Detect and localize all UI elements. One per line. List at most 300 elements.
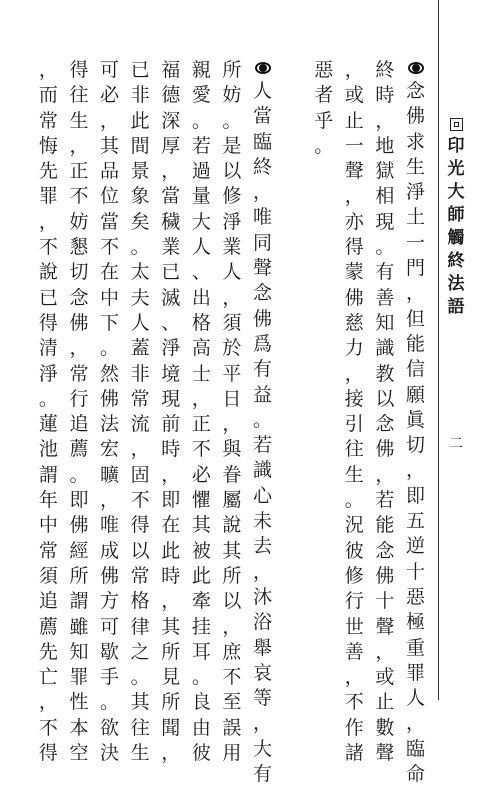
- text-char: 以: [222, 590, 242, 613]
- text-char: ，: [100, 489, 120, 512]
- text-char: 庶: [222, 640, 242, 663]
- circle-bullet-icon: [255, 62, 271, 74]
- text-char: ，: [405, 459, 425, 482]
- text-char: 聞: [161, 716, 181, 739]
- text-char: 欲: [100, 716, 120, 739]
- book-title: [448, 135, 465, 319]
- text-char: ，: [222, 615, 242, 638]
- text-char: 切: [69, 261, 89, 284]
- text-char: 聲: [253, 257, 273, 280]
- text-char: 有: [253, 763, 273, 786]
- text-char: 雖: [69, 615, 89, 638]
- text-char: 所: [161, 640, 181, 663]
- text-char: 善: [344, 640, 364, 663]
- text-char: 不: [100, 236, 120, 259]
- text-char: 人: [253, 80, 273, 102]
- text-char: 其: [100, 134, 120, 157]
- text-char: 其: [130, 691, 150, 714]
- text-char: 中: [100, 286, 120, 309]
- text-char: 哀: [253, 661, 273, 684]
- text-char: 十: [405, 560, 425, 583]
- text-char: 得: [38, 742, 58, 765]
- text-char: 獄: [375, 160, 395, 183]
- text-column: [370, 58, 399, 765]
- text-char: 惡: [314, 59, 334, 81]
- text-char: 終: [375, 59, 395, 81]
- text-char: 被: [191, 539, 211, 562]
- text-char: 。: [253, 408, 273, 431]
- text-char: 心: [253, 484, 273, 507]
- text-char: 益: [253, 383, 273, 406]
- text-char: 見: [161, 666, 181, 689]
- text-char: 彼: [191, 742, 211, 765]
- text-char: 沐: [253, 585, 273, 608]
- text-char: 生: [344, 463, 364, 486]
- text-char: 正: [191, 413, 211, 436]
- text-char: 妨: [69, 210, 89, 233]
- text-char: 佛: [69, 514, 89, 537]
- text-char: 極: [405, 611, 425, 634]
- text-char: 清: [38, 337, 58, 360]
- text-char: 常: [38, 539, 58, 562]
- text-char: 在: [161, 514, 181, 537]
- text-char: 能: [375, 514, 395, 537]
- text-char: 。: [222, 109, 242, 132]
- text-char: 生: [69, 109, 89, 132]
- text-char: 由: [191, 716, 211, 739]
- text-char: 謂: [38, 463, 58, 486]
- text-char: 時: [375, 84, 395, 107]
- text-char: 不: [222, 666, 242, 689]
- text-char: 。: [100, 691, 120, 714]
- text-char: 出: [191, 286, 211, 309]
- text-char: 知: [69, 640, 89, 663]
- text-char: 在: [100, 261, 120, 284]
- text-char: 滅: [161, 286, 181, 309]
- text-char: 慈: [344, 311, 364, 334]
- text-char: 不: [344, 691, 364, 714]
- text-char: 位: [100, 185, 120, 208]
- text-char: 不: [38, 236, 58, 259]
- text-char: 非: [130, 84, 150, 107]
- text-char: 妨: [222, 84, 242, 107]
- text-char: 況: [344, 514, 364, 537]
- text-char: 薦: [69, 438, 89, 461]
- text-char: 力: [344, 337, 364, 360]
- text-char: 聲: [375, 615, 395, 638]
- text-char: 念: [405, 80, 425, 102]
- text-char: 聲: [344, 160, 364, 183]
- text-char: ，: [253, 181, 273, 204]
- text-char: 願: [405, 383, 425, 406]
- text-char: 說: [38, 261, 58, 284]
- text-char: 性: [69, 691, 89, 714]
- text-char: 人: [130, 311, 150, 334]
- text-char: 諸: [344, 742, 364, 765]
- text-char: 惡: [405, 585, 425, 608]
- text-char: 識: [253, 459, 273, 482]
- text-char: ，: [38, 210, 58, 233]
- text-char: 矣: [130, 210, 150, 233]
- text-char: 當: [100, 210, 120, 233]
- text-char: 者: [314, 84, 334, 107]
- text-char: 手: [100, 666, 120, 689]
- text-char: 其: [191, 514, 211, 537]
- text-char: 土: [405, 206, 425, 229]
- text-char: 得: [130, 514, 150, 537]
- text-char: 佛: [253, 307, 273, 330]
- text-char: 格: [191, 311, 211, 334]
- text-char: 一: [344, 134, 364, 157]
- running-header: [444, 118, 468, 453]
- text-char: ，: [253, 560, 273, 583]
- text-char: 已: [38, 286, 58, 309]
- text-column: [156, 58, 185, 765]
- text-char: 蓋: [130, 337, 150, 360]
- text-char: 即: [161, 489, 181, 512]
- text-char: ，: [405, 712, 425, 735]
- text-char: 薦: [38, 615, 58, 638]
- text-char: 非: [130, 362, 150, 385]
- text-char: ，: [69, 337, 89, 360]
- text-char: 量: [191, 185, 211, 208]
- text-char: 懼: [191, 489, 211, 512]
- text-char: ，: [344, 362, 364, 385]
- text-char: 修: [344, 564, 364, 587]
- text-char: 。: [130, 666, 150, 689]
- text-char: 。: [100, 337, 120, 360]
- text-char: 年: [38, 489, 58, 512]
- text-char: 世: [344, 615, 364, 638]
- text-char: 良: [191, 691, 211, 714]
- text-char: ，: [161, 160, 181, 183]
- text-char: 可: [100, 59, 120, 81]
- text-char: 臨: [405, 737, 425, 760]
- text-char: ，: [161, 463, 181, 486]
- text-char: ，: [38, 691, 58, 714]
- text-char: 大: [191, 210, 211, 233]
- text-char: 十: [375, 590, 395, 613]
- text-column: [187, 58, 216, 765]
- text-char: 平: [222, 362, 242, 385]
- text-char: 佛: [100, 387, 120, 410]
- text-char: 。: [344, 489, 364, 512]
- text-char: 罪: [69, 666, 89, 689]
- text-char: 夫: [130, 286, 150, 309]
- text-char: 用: [222, 742, 242, 765]
- text-column: [279, 58, 308, 658]
- text-column: [95, 58, 124, 765]
- text-char: 成: [100, 539, 120, 562]
- text-column: [340, 58, 369, 765]
- text-char: 。: [375, 236, 395, 259]
- text-char: ，: [344, 185, 364, 208]
- text-char: 所: [69, 564, 89, 587]
- text-char: 牽: [191, 590, 211, 613]
- text-char: 止: [375, 691, 395, 714]
- text-char: 蓮: [38, 413, 58, 436]
- text-char: 空: [69, 742, 89, 765]
- title-char: 觸: [447, 228, 465, 248]
- text-char: 日: [222, 387, 242, 410]
- text-char: 宏: [100, 438, 120, 461]
- text-char: 本: [69, 716, 89, 739]
- text-char: 須: [38, 564, 58, 587]
- text-char: 象: [130, 185, 150, 208]
- text-char: 或: [344, 84, 364, 107]
- text-char: 門: [405, 257, 425, 280]
- text-char: 屬: [222, 489, 242, 512]
- text-char: 生: [130, 742, 150, 765]
- text-char: 誤: [222, 716, 242, 739]
- text-char: 佛: [69, 311, 89, 334]
- text-char: 所: [222, 59, 242, 81]
- text-char: 人: [191, 236, 211, 259]
- text-char: 業: [222, 236, 242, 259]
- text-char: ，: [130, 438, 150, 461]
- text-char: 之: [130, 640, 150, 663]
- text-char: 至: [222, 691, 242, 714]
- text-char: ，: [161, 590, 181, 613]
- text-char: 大: [253, 737, 273, 760]
- text-char: 。: [69, 463, 89, 486]
- text-char: 或: [375, 666, 395, 689]
- text-char: 接: [344, 387, 364, 410]
- text-char: 悔: [38, 134, 58, 157]
- text-char: 。: [191, 109, 211, 132]
- text-char: 數: [375, 716, 395, 739]
- text-char: 須: [222, 311, 242, 334]
- text-char: 、: [191, 261, 211, 284]
- text-char: 過: [191, 160, 211, 183]
- text-char: 而: [38, 84, 58, 107]
- text-char: 所: [161, 691, 181, 714]
- text-char: 不: [191, 438, 211, 461]
- title-char: 師: [447, 205, 465, 225]
- text-char: 池: [38, 438, 58, 461]
- text-char: 厚: [161, 134, 181, 157]
- text-char: 眞: [405, 408, 425, 431]
- text-char: 士: [191, 362, 211, 385]
- text-char: 識: [375, 337, 395, 360]
- text-char: 。: [130, 236, 150, 259]
- text-char: ，: [375, 463, 395, 486]
- text-char: ，: [222, 413, 242, 436]
- text-char: ，: [375, 109, 395, 132]
- text-char: 方: [100, 590, 120, 613]
- text-char: 善: [375, 286, 395, 309]
- text-char: 追: [38, 590, 58, 613]
- text-char: 修: [222, 185, 242, 208]
- text-char: 當: [161, 185, 181, 208]
- text-char: 間: [130, 134, 150, 157]
- text-char: 人: [405, 687, 425, 710]
- text-char: 等: [253, 687, 273, 710]
- text-char: 曠: [100, 463, 120, 486]
- text-char: 佛: [375, 564, 395, 587]
- text-char: 去: [253, 535, 273, 558]
- text-char: 流: [130, 413, 150, 436]
- text-char: 終: [253, 155, 273, 178]
- text-char: 引: [344, 413, 364, 436]
- text-column: [309, 58, 338, 658]
- text-char: 先: [38, 160, 58, 183]
- text-char: 德: [161, 84, 181, 107]
- text-char: 五: [405, 510, 425, 533]
- text-char: 同: [253, 231, 273, 254]
- text-char: 即: [69, 489, 89, 512]
- text-char: 下: [100, 311, 120, 334]
- text-char: 得: [344, 236, 364, 259]
- text-char: 可: [100, 615, 120, 638]
- text-char: ，: [375, 640, 395, 663]
- text-char: 未: [253, 510, 273, 533]
- text-char: 若: [191, 134, 211, 157]
- text-char: 臨: [253, 130, 273, 153]
- text-char: 不: [38, 716, 58, 739]
- text-char: 以: [222, 160, 242, 183]
- text-char: 。: [314, 134, 334, 157]
- text-char: 時: [161, 564, 181, 587]
- text-char: 念: [375, 539, 395, 562]
- text-char: 當: [253, 105, 273, 128]
- text-char: 亦: [344, 210, 364, 233]
- text-char: 追: [69, 413, 89, 436]
- text-char: 知: [375, 311, 395, 334]
- text-char: 經: [69, 539, 89, 562]
- text-char: 淨: [222, 210, 242, 233]
- text-char: 是: [222, 134, 242, 157]
- text-char: 說: [222, 514, 242, 537]
- text-char: 往: [69, 84, 89, 107]
- text-char: 乎: [314, 109, 334, 132]
- text-char: 其: [222, 539, 242, 562]
- text-char: 於: [222, 337, 242, 360]
- text-char: 念: [69, 286, 89, 309]
- text-char: 。: [191, 666, 211, 689]
- text-char: 愛: [191, 84, 211, 107]
- text-char: 不: [130, 489, 150, 512]
- text-char: 得: [69, 59, 89, 81]
- text-char: 佛: [100, 564, 120, 587]
- text-char: 彼: [344, 539, 364, 562]
- text-char: 歇: [100, 640, 120, 663]
- text-char: 佛: [344, 286, 364, 309]
- text-char: 信: [405, 358, 425, 381]
- square-mark-icon: [450, 118, 463, 131]
- title-char: 光: [447, 159, 465, 179]
- text-char: 止: [344, 109, 364, 132]
- text-char: 人: [222, 261, 242, 284]
- text-char: 教: [375, 362, 395, 385]
- text-char: 常: [69, 362, 89, 385]
- text-char: 挂: [191, 615, 211, 638]
- text-char: 唯: [100, 514, 120, 537]
- text-char: 罪: [405, 661, 425, 684]
- text-char: ，: [161, 742, 181, 765]
- text-char: 往: [344, 438, 364, 461]
- text-char: 即: [405, 484, 425, 507]
- text-char: 格: [130, 590, 150, 613]
- text-char: 必: [191, 463, 211, 486]
- text-char: 正: [69, 160, 89, 183]
- text-char: 境: [161, 362, 181, 385]
- text-char: ，: [344, 59, 364, 81]
- text-char: 聲: [375, 742, 395, 765]
- text-char: ，: [100, 109, 120, 132]
- text-char: 此: [191, 564, 211, 587]
- text-char: 爲: [253, 332, 273, 355]
- text-char: 淨: [405, 181, 425, 204]
- text-char: 但: [405, 307, 425, 330]
- text-char: 佛: [375, 438, 395, 461]
- text-column: [248, 58, 277, 786]
- text-char: 念: [375, 413, 395, 436]
- text-char: 罪: [38, 185, 58, 208]
- text-char: 得: [38, 311, 58, 334]
- text-char: 先: [38, 640, 58, 663]
- text-column: [126, 58, 155, 765]
- header-rule: [438, 0, 439, 700]
- text-column: [401, 58, 430, 786]
- text-char: ，: [344, 666, 364, 689]
- text-char: 以: [375, 387, 395, 410]
- text-char: 高: [191, 337, 211, 360]
- text-char: 舉: [253, 636, 273, 659]
- text-char: 淨: [38, 362, 58, 385]
- text-char: 深: [161, 109, 181, 132]
- text-char: 所: [222, 564, 242, 587]
- title-char: 語: [447, 297, 465, 317]
- text-char: 淨: [161, 337, 181, 360]
- text-char: 蒙: [344, 261, 364, 284]
- text-char: 常: [130, 387, 150, 410]
- text-char: 相: [375, 185, 395, 208]
- text-char: 已: [161, 261, 181, 284]
- text-char: 已: [130, 59, 150, 81]
- text-char: 命: [405, 763, 425, 786]
- text-char: ，: [253, 712, 273, 735]
- text-char: 現: [375, 210, 395, 233]
- text-column: [64, 58, 93, 765]
- title-char: 終: [447, 251, 465, 271]
- text-char: 生: [405, 155, 425, 178]
- text-char: 佛: [405, 105, 425, 128]
- text-char: 現: [161, 387, 181, 410]
- text-char: 重: [405, 636, 425, 659]
- text-char: 有: [375, 261, 395, 284]
- text-char: 作: [344, 716, 364, 739]
- text-char: 中: [38, 514, 58, 537]
- text-char: 浴: [253, 611, 273, 634]
- text-column: [217, 58, 246, 765]
- text-char: 一: [405, 231, 425, 254]
- text-char: 前: [161, 413, 181, 436]
- text-char: ，: [38, 59, 58, 81]
- text-char: 若: [375, 489, 395, 512]
- text-char: 此: [130, 109, 150, 132]
- text-char: 穢: [161, 210, 181, 233]
- text-char: 必: [100, 84, 120, 107]
- text-char: ，: [191, 387, 211, 410]
- text-char: 行: [69, 387, 89, 410]
- text-char: 行: [344, 590, 364, 613]
- text-char: 以: [130, 539, 150, 562]
- text-char: 謂: [69, 590, 89, 613]
- text-char: 固: [130, 463, 150, 486]
- text-char: 常: [38, 109, 58, 132]
- text-char: 時: [161, 438, 181, 461]
